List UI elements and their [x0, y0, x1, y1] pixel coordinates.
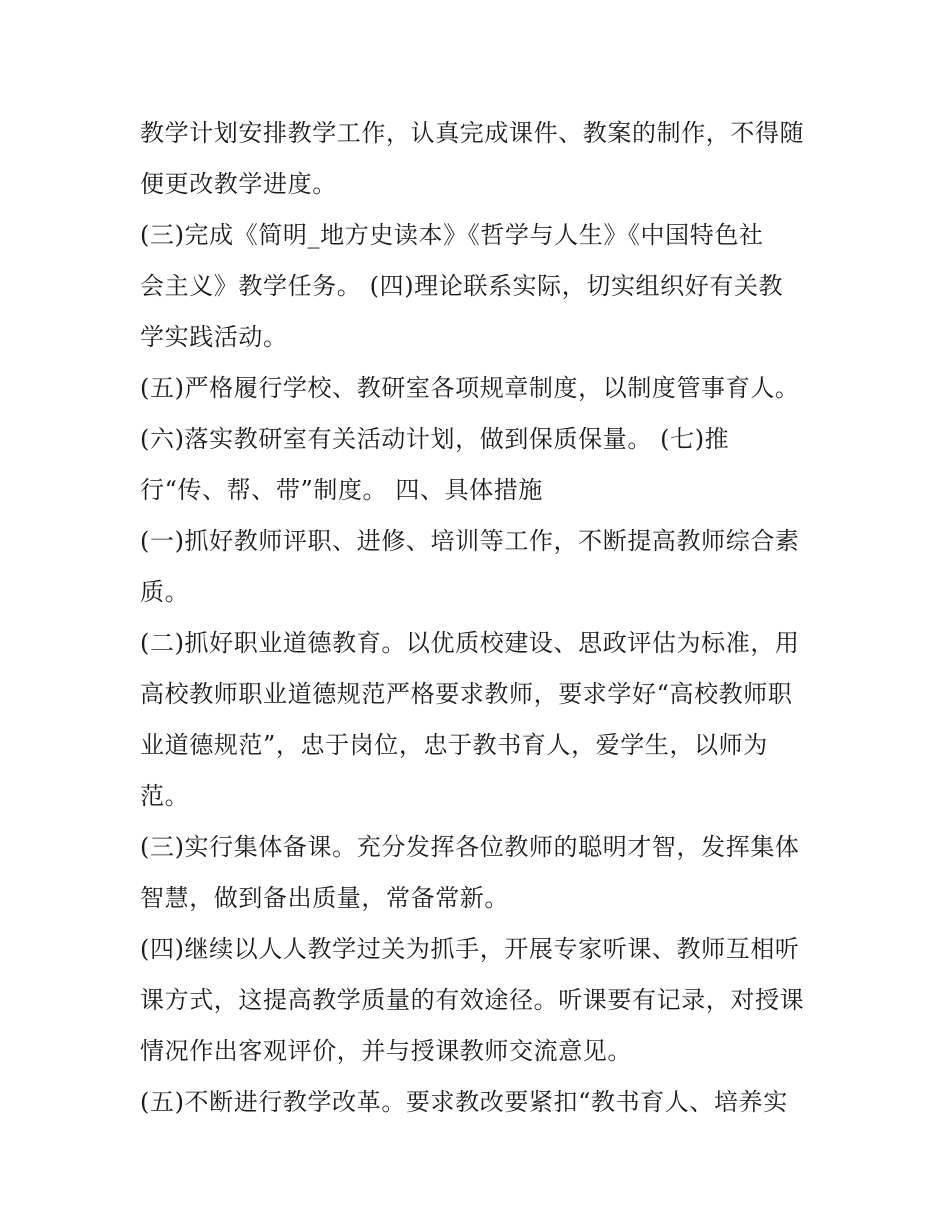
- text-line: 高校教师职业道德规范严格要求教师，要求学好“高校教师职: [140, 680, 793, 708]
- text-line: (六)落实教研室有关活动计划，做到保质保量。 (七)推: [140, 425, 730, 453]
- text-line: 学实践活动。: [140, 323, 288, 351]
- text-line: 课方式，这提高教学质量的有效途径。听课要有记录，对授课: [140, 986, 805, 1014]
- text-line: (五)严格履行学校、教研室各项规章制度，以制度管事育人。: [140, 374, 800, 402]
- text-line: 便更改教学进度。: [140, 170, 337, 198]
- text-line: (四)继续以人人教学过关为抓手，开展专家听课、教师互相听: [140, 935, 800, 963]
- text-line: (三)实行集体备课。充分发挥各位教师的聪明才智，发挥集体: [140, 833, 800, 861]
- text-line: 情况作出客观评价，并与授课教师交流意见。: [140, 1037, 632, 1065]
- text-line: 智慧，做到备出质量，常备常新。: [140, 884, 509, 912]
- text-line: (二)抓好职业道德教育。以优质校建设、思政评估为标准，用: [140, 629, 800, 657]
- text-line: (五)不断进行教学改革。要求教改要紧扣“教书育人、培养实: [140, 1088, 788, 1116]
- text-line: 会主义》教学任务。 (四)理论联系实际，切实组织好有关教: [140, 272, 784, 300]
- text-line: 质。: [140, 578, 190, 606]
- text-line: 范。: [140, 782, 190, 810]
- text-line: 业道德规范”，忠于岗位，忠于教书育人，爱学生，以师为: [140, 731, 768, 759]
- text-line: (三)完成《简明_地方史读本》《哲学与人生》《中国特色社: [140, 221, 764, 249]
- text-line: (一)抓好教师评职、进修、培训等工作，不断提高教师综合素: [140, 527, 800, 555]
- text-line: 教学计划安排教学工作，认真完成课件、教案的制作，不得随: [140, 119, 805, 147]
- text-line: 行“传、帮、带”制度。 四、具体措施: [140, 476, 543, 504]
- body-text: [140, 108, 820, 1128]
